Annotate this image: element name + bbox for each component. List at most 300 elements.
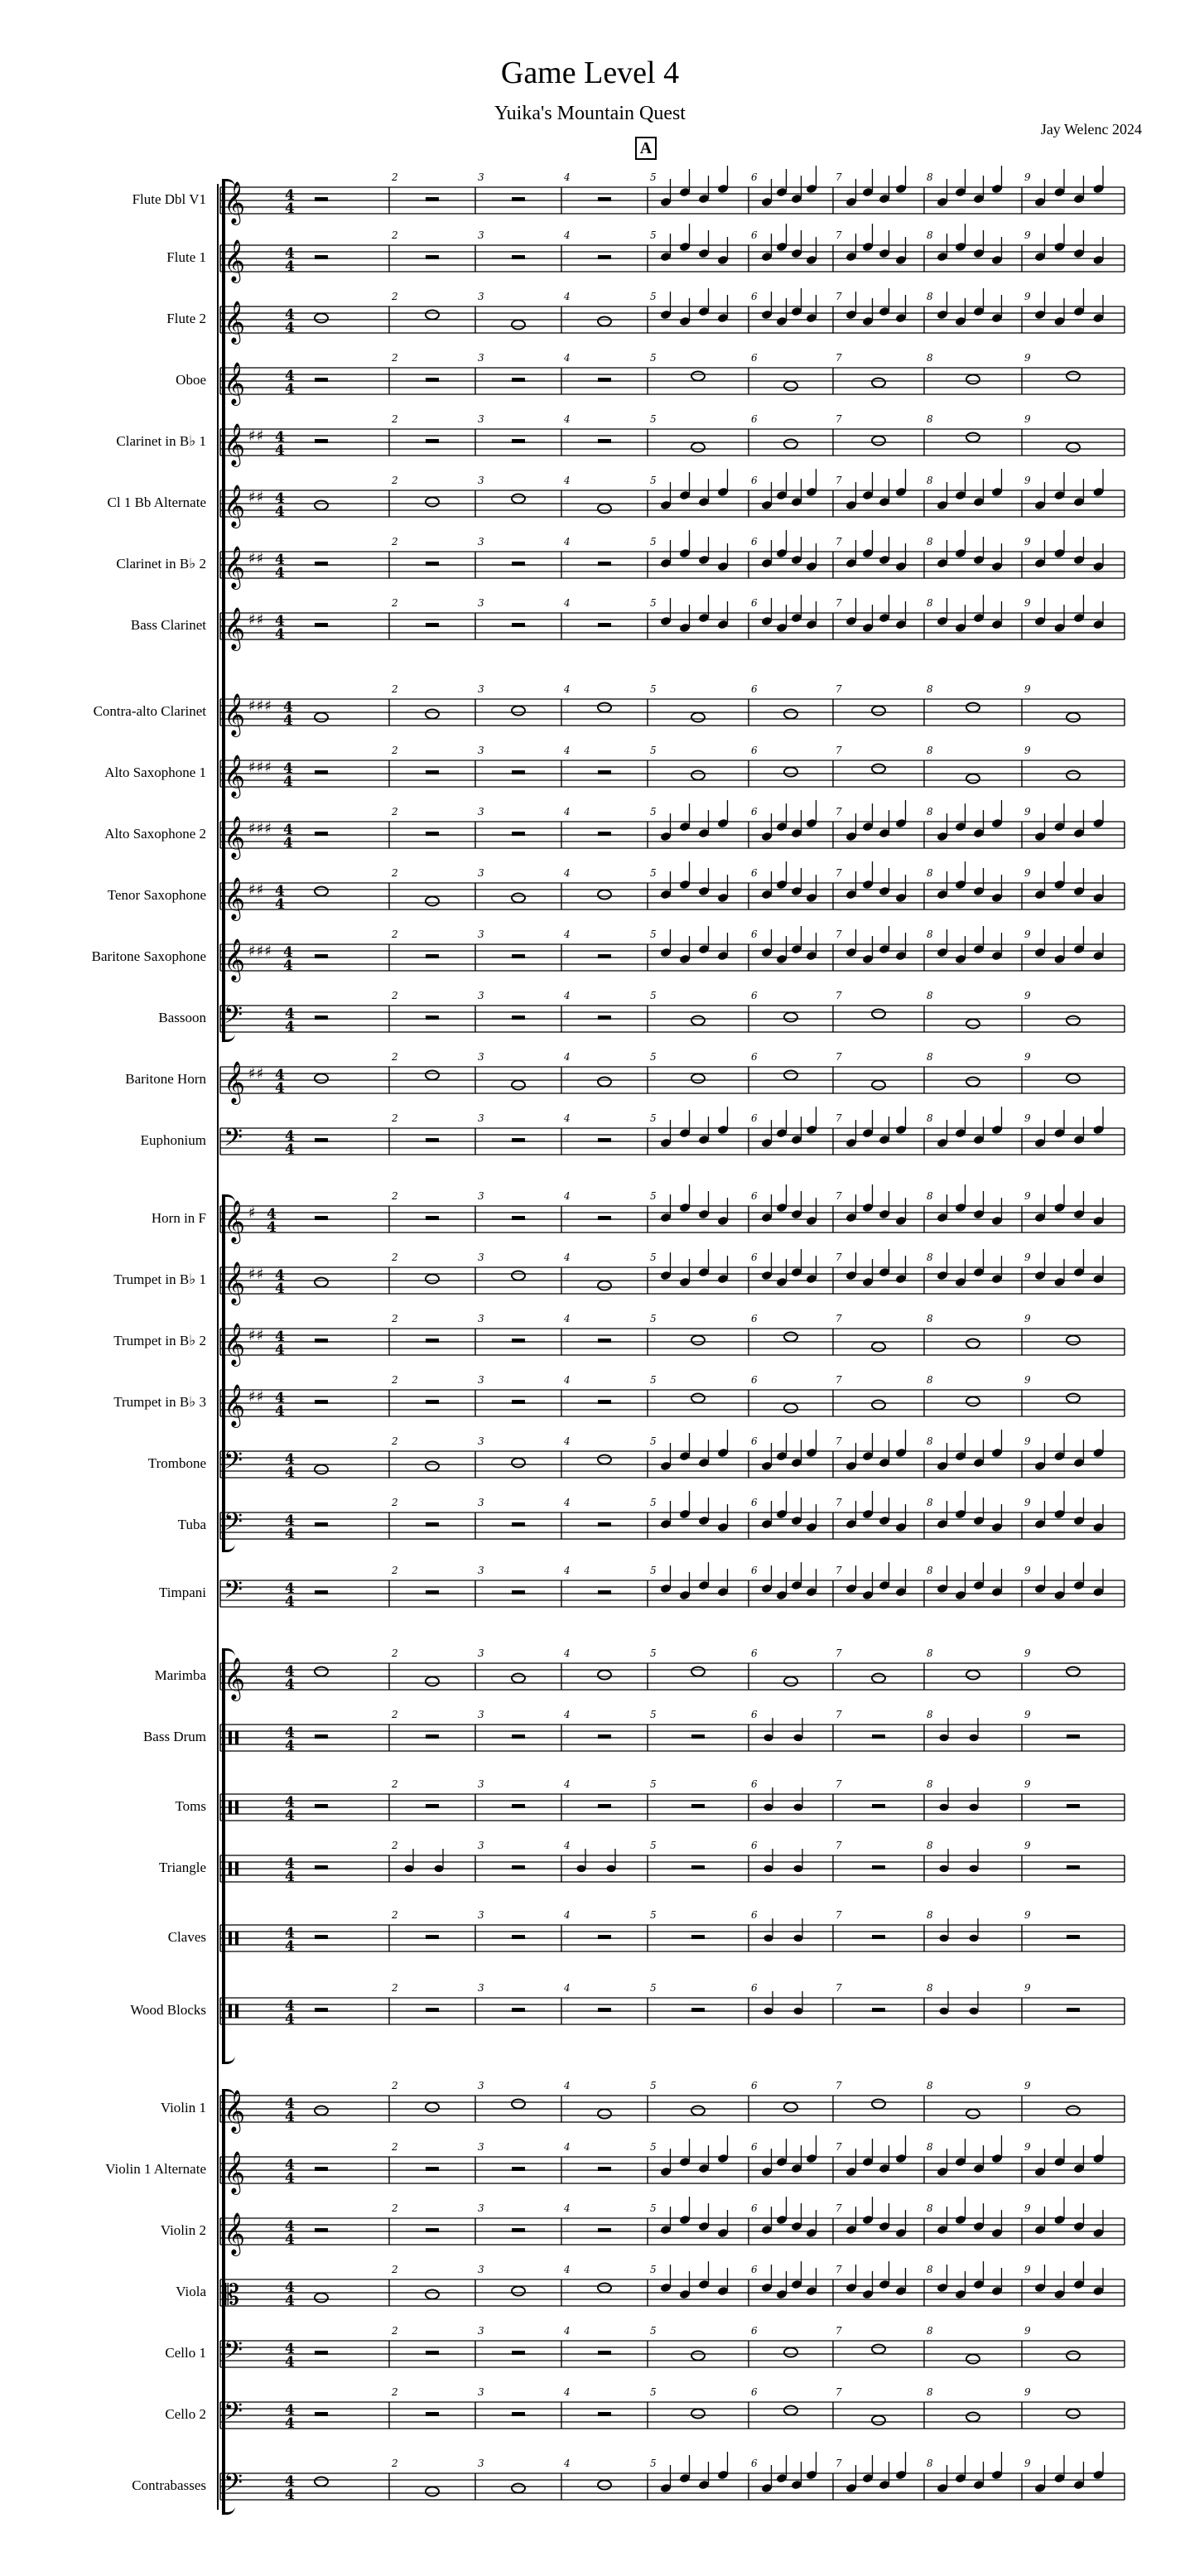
time-signature-numerator: 4 (285, 1925, 295, 1942)
whole-note (315, 713, 328, 722)
measure-number: 6 (751, 229, 758, 241)
whole-note (872, 1401, 885, 1410)
time-signature-numerator: 4 (285, 1794, 295, 1811)
whole-rest (1067, 1734, 1080, 1739)
measure-number: 6 (751, 475, 758, 486)
whole-rest (315, 439, 328, 443)
measure-number: 2 (392, 1840, 398, 1851)
whole-rest (872, 1734, 885, 1739)
measure-number: 2 (392, 291, 398, 302)
measure-number: 9 (1024, 1497, 1031, 1508)
measure-number: 6 (751, 683, 758, 695)
measure-number: 3 (478, 2202, 484, 2214)
score-title: Game Level 4 (500, 55, 680, 90)
measure-number: 7 (836, 2202, 842, 2214)
measure-number: 3 (478, 2080, 484, 2091)
measure-number: 6 (751, 1313, 758, 1324)
measure-number: 5 (650, 1565, 657, 1576)
whole-rest (426, 1400, 439, 1404)
key-signature: ♯♯ (248, 489, 265, 506)
measure-number: 9 (1024, 1840, 1031, 1851)
measure-number: 6 (751, 1778, 758, 1790)
measure-number: 3 (478, 171, 484, 183)
whole-note (1067, 771, 1080, 780)
measure-number: 3 (478, 1709, 484, 1720)
whole-rest (872, 2008, 885, 2012)
whole-note (966, 1020, 980, 1029)
measure-number: 9 (1024, 745, 1031, 756)
time-signature-denominator: 4 (285, 1594, 295, 1610)
whole-note (426, 897, 439, 906)
measure-number: 2 (392, 352, 398, 364)
measure-number: 5 (650, 1374, 657, 1386)
time-signature-denominator: 4 (283, 958, 293, 974)
note-head (764, 1935, 773, 1942)
whole-rest (315, 1138, 328, 1142)
whole-rest (512, 197, 525, 201)
time-signature-numerator: 4 (275, 883, 285, 900)
key-signature: ♯♯♯ (248, 697, 273, 715)
whole-note (691, 1667, 705, 1676)
measure-number: 2 (392, 1112, 398, 1124)
measure-number: 9 (1024, 597, 1031, 609)
instrument-label: Baritone Horn (125, 1071, 206, 1087)
measure-number: 2 (392, 1374, 398, 1386)
whole-rest (1067, 1804, 1080, 1808)
whole-note (598, 317, 611, 326)
time-signature-numerator: 4 (275, 1329, 285, 1345)
whole-note (426, 1071, 439, 1080)
measure-number: 6 (751, 1435, 758, 1447)
measure-number: 8 (927, 1709, 933, 1720)
measure-number: 4 (564, 1313, 571, 1324)
instrument-label: Violin 1 (160, 2100, 206, 2115)
time-signature-numerator: 4 (285, 2096, 295, 2112)
measure-number: 5 (650, 1313, 657, 1324)
time-signature-numerator: 4 (285, 1725, 295, 1741)
measure-number: 7 (836, 1840, 842, 1851)
measure-number: 3 (478, 1313, 484, 1324)
whole-note (426, 311, 439, 320)
time-signature-denominator: 4 (285, 1141, 295, 1158)
time-signature-denominator: 4 (285, 1464, 295, 1481)
whole-rest (1067, 1935, 1080, 1939)
whole-rest (598, 2008, 611, 2012)
measure-number: 3 (478, 413, 484, 425)
whole-note (512, 707, 525, 716)
time-signature-denominator: 4 (275, 626, 285, 643)
whole-rest (315, 1590, 328, 1594)
whole-rest (872, 1804, 885, 1808)
measure-number: 5 (650, 1051, 657, 1063)
key-signature: ♯♯ (248, 1327, 265, 1344)
whole-note (872, 1081, 885, 1090)
whole-rest (1067, 2008, 1080, 2012)
measure-number: 3 (478, 2386, 484, 2398)
measure-number: 6 (751, 2386, 758, 2398)
measure-number: 7 (836, 1435, 842, 1447)
measure-number: 8 (927, 745, 933, 756)
measure-number: 4 (564, 229, 571, 241)
time-signature-denominator: 4 (285, 2354, 295, 2371)
measure-number: 7 (836, 2264, 842, 2275)
measure-number: 2 (392, 1778, 398, 1790)
whole-rest (512, 1400, 525, 1404)
composer-credit: Jay Welenc 2024 (1040, 121, 1142, 137)
time-signature-numerator: 4 (285, 2218, 295, 2235)
instrument-label: Clarinet in B♭ 2 (116, 556, 206, 572)
measure-number: 7 (836, 1112, 842, 1124)
measure-number: 7 (836, 1190, 842, 1202)
whole-note (512, 494, 525, 504)
time-signature-numerator: 4 (285, 2157, 295, 2173)
whole-note (426, 1462, 439, 1471)
whole-rest (315, 623, 328, 627)
whole-rest (512, 623, 525, 627)
measure-number: 3 (478, 683, 484, 695)
measure-number: 5 (650, 2458, 657, 2469)
measure-number: 6 (751, 1565, 758, 1576)
whole-rest (426, 623, 439, 627)
measure-number: 2 (392, 2386, 398, 2398)
whole-rest (426, 1522, 439, 1527)
whole-rest (512, 2167, 525, 2171)
whole-rest (426, 2228, 439, 2232)
whole-note (784, 768, 797, 777)
whole-note (598, 1455, 611, 1464)
measure-number: 8 (927, 1374, 933, 1386)
time-signature-numerator: 4 (285, 245, 295, 262)
note-head (940, 1935, 949, 1942)
measure-number: 7 (836, 1909, 842, 1921)
whole-rest (598, 2167, 611, 2171)
instrument-label: Violin 1 Alternate (105, 2161, 206, 2177)
measure-number: 9 (1024, 806, 1031, 818)
whole-rest (315, 378, 328, 382)
treble-clef: 𝄞 (224, 485, 246, 527)
whole-note (691, 2410, 705, 2419)
measure-number: 6 (751, 745, 758, 756)
instrument-label: Flute Dbl V1 (132, 191, 206, 207)
time-signature-numerator: 4 (283, 699, 293, 716)
measure-number: 9 (1024, 990, 1031, 1001)
whole-rest (315, 2008, 328, 2012)
treble-clef: 𝄞 (224, 607, 246, 649)
measure-number: 2 (392, 536, 398, 548)
key-signature: ♯♯ (248, 1266, 265, 1283)
measure-number: 9 (1024, 1982, 1031, 1994)
measure-number: 2 (392, 867, 398, 879)
note-head (970, 1804, 979, 1811)
measure-number: 2 (392, 229, 398, 241)
measure-number: 9 (1024, 2264, 1031, 2275)
whole-rest (691, 1935, 705, 1939)
measure-number: 2 (392, 413, 398, 425)
measure-number: 9 (1024, 352, 1031, 364)
measure-number: 5 (650, 2202, 657, 2214)
measure-number: 9 (1024, 2386, 1031, 2398)
whole-note (426, 2487, 439, 2496)
measure-number: 3 (478, 352, 484, 364)
measure-number: 7 (836, 867, 842, 879)
time-signature-numerator: 4 (285, 368, 295, 384)
measure-number: 8 (927, 1252, 933, 1263)
time-signature-numerator: 4 (283, 760, 293, 777)
whole-note (315, 2477, 328, 2487)
measure-number: 5 (650, 475, 657, 486)
key-signature: ♯♯ (248, 1065, 265, 1083)
bass-clef: 𝄢 (224, 2398, 243, 2432)
whole-rest (426, 832, 439, 836)
measure-number: 6 (751, 352, 758, 364)
measure-number: 8 (927, 1051, 933, 1063)
whole-note (784, 2103, 797, 2112)
whole-rest (315, 832, 328, 836)
measure-number: 7 (836, 990, 842, 1001)
whole-rest (512, 1216, 525, 1220)
whole-note (872, 2100, 885, 2109)
whole-note (691, 1016, 705, 1025)
whole-rest (598, 255, 611, 259)
measure-number: 4 (564, 683, 571, 695)
whole-rest (598, 197, 611, 201)
time-signature-denominator: 4 (285, 1807, 295, 1824)
time-signature-numerator: 4 (285, 1580, 295, 1597)
key-signature: ♯♯♯ (248, 759, 273, 776)
time-signature-denominator: 4 (285, 381, 295, 398)
measure-number: 9 (1024, 867, 1031, 879)
time-signature-numerator: 4 (285, 1512, 295, 1529)
measure-number: 6 (751, 536, 758, 548)
measure-number: 2 (392, 1565, 398, 1576)
instrument-label: Wood Blocks (130, 2002, 206, 2018)
whole-rest (512, 2228, 525, 2232)
whole-note (315, 501, 328, 510)
measure-number: 8 (927, 683, 933, 695)
whole-note (872, 437, 885, 446)
measure-number: 4 (564, 929, 571, 940)
measure-number: 3 (478, 597, 484, 609)
whole-note (1067, 2352, 1080, 2361)
whole-note (315, 1465, 328, 1474)
measure-number: 9 (1024, 1252, 1031, 1263)
measure-number: 3 (478, 990, 484, 1001)
time-signature-denominator: 4 (275, 1281, 285, 1297)
measure-number: 3 (478, 929, 484, 940)
treble-clef: 𝄞 (224, 546, 246, 588)
whole-note (872, 707, 885, 716)
measure-number: 4 (564, 2080, 571, 2091)
measure-number: 6 (751, 413, 758, 425)
measure-number: 8 (927, 990, 933, 1001)
whole-note (966, 774, 980, 784)
measure-number: 2 (392, 1709, 398, 1720)
measure-number: 4 (564, 2386, 571, 2398)
measure-number: 9 (1024, 1051, 1031, 1063)
whole-note (512, 1271, 525, 1281)
measure-number: 4 (564, 2141, 571, 2153)
whole-rest (315, 770, 328, 774)
whole-rest (512, 2412, 525, 2416)
measure-number: 9 (1024, 1647, 1031, 1659)
treble-clef: 𝄞 (224, 877, 246, 919)
instrument-label: Horn in F (151, 1210, 206, 1226)
note-head (940, 2008, 949, 2014)
treble-clef: 𝄞 (224, 301, 246, 343)
measure-number: 7 (836, 1051, 842, 1063)
measure-number: 9 (1024, 413, 1031, 425)
note-head (764, 2008, 773, 2014)
measure-number: 5 (650, 536, 657, 548)
whole-note (598, 2110, 611, 2119)
whole-note (691, 1074, 705, 1083)
measure-number: 3 (478, 475, 484, 486)
measure-number: 5 (650, 1435, 657, 1447)
measure-number: 5 (650, 413, 657, 425)
measure-number: 4 (564, 291, 571, 302)
whole-note (512, 321, 525, 330)
whole-rest (598, 2412, 611, 2416)
measure-number: 8 (927, 475, 933, 486)
measure-number: 5 (650, 1982, 657, 1994)
measure-number: 5 (650, 2080, 657, 2091)
whole-note (691, 771, 705, 780)
note-head (794, 1865, 803, 1872)
measure-number: 4 (564, 475, 571, 486)
key-signature: ♯♯♯ (248, 943, 273, 960)
measure-number: 2 (392, 2325, 398, 2337)
measure-number: 2 (392, 683, 398, 695)
measure-number: 5 (650, 1840, 657, 1851)
instrument-label: Trumpet in B♭ 1 (113, 1271, 206, 1287)
whole-note (691, 2352, 705, 2361)
whole-note (691, 1336, 705, 1345)
note-head (970, 1865, 979, 1872)
whole-note (784, 1013, 797, 1022)
measure-number: 9 (1024, 1565, 1031, 1576)
measure-number: 5 (650, 597, 657, 609)
measure-number: 2 (392, 2080, 398, 2091)
whole-rest (512, 1734, 525, 1739)
whole-note (1067, 443, 1080, 452)
note-head (794, 2008, 803, 2014)
measure-number: 5 (650, 2264, 657, 2275)
measure-number: 8 (927, 2325, 933, 2337)
note-head (970, 1935, 979, 1942)
note-head (577, 1865, 586, 1872)
measure-number: 5 (650, 1190, 657, 1202)
measure-number: 5 (650, 1252, 657, 1263)
measure-number: 4 (564, 1190, 571, 1202)
measure-number: 5 (650, 2141, 657, 2153)
percussion-clef (235, 1801, 238, 1814)
measure-number: 3 (478, 1647, 484, 1659)
whole-rest (315, 2228, 328, 2232)
measure-number: 4 (564, 1909, 571, 1921)
measure-number: 3 (478, 229, 484, 241)
time-signature-denominator: 4 (285, 2109, 295, 2125)
measure-number: 5 (650, 1647, 657, 1659)
measure-number: 3 (478, 536, 484, 548)
whole-rest (315, 562, 328, 566)
whole-rest (598, 1015, 611, 1020)
instrument-label: Tuba (177, 1517, 206, 1532)
whole-note (784, 2348, 797, 2357)
measure-number: 8 (927, 1909, 933, 1921)
measure-number: 2 (392, 806, 398, 818)
whole-rest (598, 2228, 611, 2232)
bass-clef: 𝄢 (224, 2469, 243, 2503)
measure-number: 9 (1024, 2325, 1031, 2337)
whole-note (966, 703, 980, 712)
measure-number: 8 (927, 413, 933, 425)
time-signature-denominator: 4 (285, 2231, 295, 2248)
time-signature-numerator: 4 (285, 1128, 295, 1145)
whole-note (598, 1281, 611, 1290)
time-signature-denominator: 4 (275, 1342, 285, 1358)
measure-number: 3 (478, 1909, 484, 1921)
note-head (435, 1865, 444, 1872)
measure-number: 6 (751, 867, 758, 879)
whole-note (426, 2290, 439, 2299)
whole-rest (426, 770, 439, 774)
whole-note (784, 1333, 797, 1342)
measure-number: 7 (836, 1565, 842, 1576)
whole-rest (426, 1935, 439, 1939)
measure-number: 4 (564, 867, 571, 879)
measure-number: 8 (927, 2264, 933, 2275)
instrument-label: Cl 1 Bb Alternate (107, 494, 206, 510)
measure-number: 5 (650, 291, 657, 302)
time-signature-numerator: 4 (275, 613, 285, 630)
whole-note (598, 2481, 611, 2490)
whole-rest (598, 1216, 611, 1220)
measure-number: 4 (564, 2458, 571, 2469)
measure-number: 4 (564, 1497, 571, 1508)
measure-number: 3 (478, 1112, 484, 1124)
instrument-label: Claves (167, 1929, 206, 1945)
measure-number: 8 (927, 806, 933, 818)
measure-number: 9 (1024, 1374, 1031, 1386)
measure-number: 7 (836, 2141, 842, 2153)
percussion-clef (235, 1862, 238, 1875)
treble-clef: 𝄞 (224, 2212, 246, 2255)
measure-number: 8 (927, 929, 933, 940)
measure-number: 9 (1024, 2080, 1031, 2091)
measure-number: 7 (836, 1497, 842, 1508)
measure-number: 5 (650, 806, 657, 818)
whole-rest (315, 1935, 328, 1939)
instrument-label: Contrabasses (132, 2477, 206, 2493)
measure-number: 4 (564, 1112, 571, 1124)
measure-number: 5 (650, 683, 657, 695)
time-signature-denominator: 4 (285, 2415, 295, 2432)
measure-number: 3 (478, 2325, 484, 2337)
whole-rest (426, 1015, 439, 1020)
time-signature-numerator: 4 (283, 944, 293, 961)
measure-number: 3 (478, 1374, 484, 1386)
measure-number: 8 (927, 352, 933, 364)
whole-rest (315, 1339, 328, 1343)
time-signature-denominator: 4 (275, 565, 285, 581)
time-signature-denominator: 4 (285, 2487, 295, 2503)
measure-number: 2 (392, 2141, 398, 2153)
whole-rest (315, 2412, 328, 2416)
measure-number: 5 (650, 229, 657, 241)
measure-number: 2 (392, 1252, 398, 1263)
note-head (794, 1935, 803, 1942)
treble-clef: 𝄞 (224, 938, 246, 981)
